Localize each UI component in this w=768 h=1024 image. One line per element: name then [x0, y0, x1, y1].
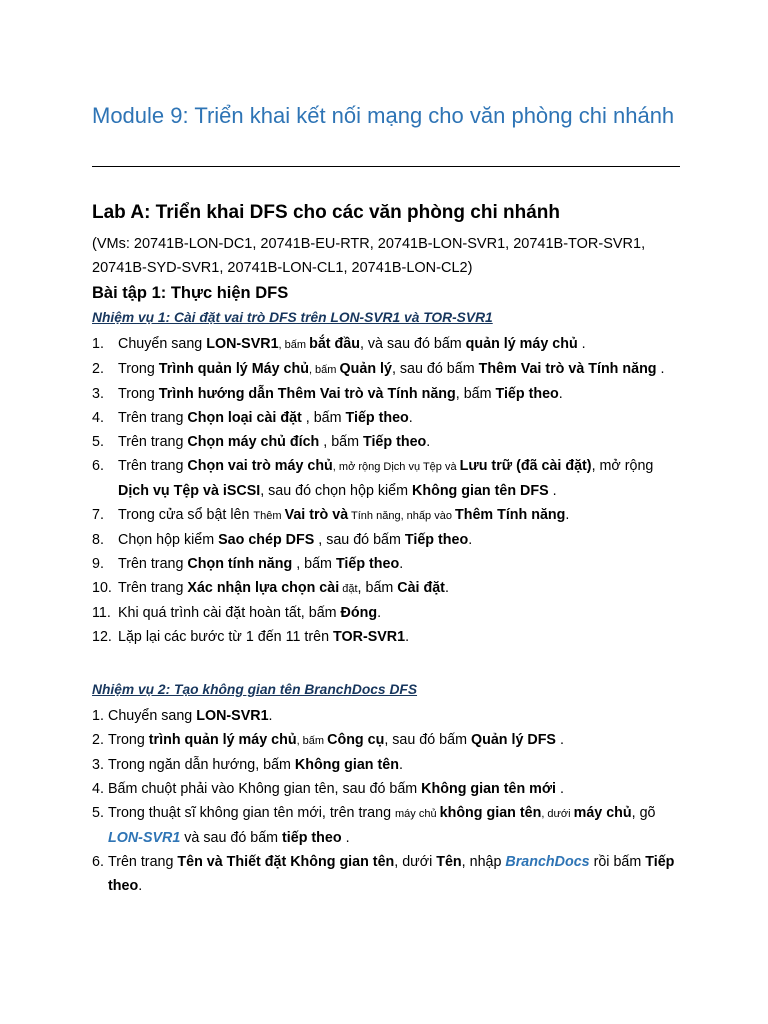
step-text: , sau đó chọn hộp kiểm [260, 483, 413, 499]
step-text: Chuyển sang [108, 708, 197, 724]
step-text: Chọn tính năng [187, 556, 293, 572]
step-number: 3. [92, 386, 104, 402]
vm-list: (VMs: 20741B-LON-DC1, 20741B-EU-RTR, 20741B-LON-SVR1, 20741B-TOR-SVR1, 20741B-SYD-SVR1, 20741B-LON-CL1, 20741B-LON-CL2) [92, 236, 646, 276]
step-text: Công cụ [327, 732, 385, 748]
step-number: 10. [92, 580, 112, 596]
step-text: . [577, 336, 586, 352]
step-text: Chọn máy chủ đích [187, 434, 320, 450]
step-text: tiếp theo [282, 830, 342, 846]
step-text: Chuyển sang [118, 336, 207, 352]
step-text: quản lý máy chủ [465, 336, 578, 352]
step-text: . [656, 361, 665, 377]
list-item [92, 528, 682, 552]
step-text: , bấm [301, 410, 346, 426]
step-text: Trên trang [118, 556, 188, 572]
list-item [92, 728, 682, 753]
step-text: , dưới [541, 808, 574, 820]
step-number: 7. [92, 507, 104, 523]
step-number: 1. [92, 708, 104, 724]
step-text: , nhập [461, 854, 506, 870]
task-2-steps [92, 704, 682, 898]
step-text: Chọn loại cài đặt [187, 410, 302, 426]
step-text: Lặp lại các bước từ 1 đến 11 trên [118, 629, 334, 645]
step-text: , bấm [308, 364, 340, 376]
step-text: Không gian tên mới [421, 781, 557, 797]
step-text: Xác nhận lựa chọn cài [187, 580, 340, 596]
step-number: 4. [92, 781, 104, 797]
list-item [92, 625, 682, 649]
step-text: Chọn hộp kiểm [118, 532, 219, 548]
step-text: . [548, 483, 557, 499]
step-text: . [138, 878, 143, 894]
list-item [92, 850, 682, 898]
step-text: , mở rộng [591, 458, 654, 474]
step-text: đặt [339, 583, 358, 595]
step-number: 2. [92, 732, 104, 748]
step-number: 4. [92, 410, 104, 426]
step-text: Trong thuật sĩ không gian tên mới, trên trang [108, 805, 395, 821]
step-text: Tiếp theo [495, 386, 559, 402]
step-text: LON-SVR1 [206, 336, 279, 352]
list-item [92, 503, 682, 528]
step-number: 12. [92, 629, 112, 645]
step-text: Khi quá trình cài đặt hoàn tất, bấm [118, 605, 341, 621]
step-text: . [408, 410, 413, 426]
step-text: Quản lý DFS [470, 732, 556, 748]
step-text: Sao chép DFS [218, 532, 315, 548]
step-text: Trình hướng dẫn Thêm Vai trò và Tính năng [158, 386, 456, 402]
step-text: Tiếp theo [335, 556, 400, 572]
step-text: BranchDocs [505, 854, 590, 870]
step-text: Cài đặt [397, 580, 445, 596]
step-text: Bấm chuột phải vào Không gian tên, sau đó bấm [108, 781, 422, 797]
list-item [92, 454, 682, 503]
step-text: . [341, 830, 350, 846]
step-text: . [426, 434, 431, 450]
step-text: Tên và Thiết đặt Không gian tên [177, 854, 395, 870]
list-item [92, 430, 682, 454]
step-text: Thêm Tính năng [455, 507, 566, 523]
step-text: , bấm [319, 434, 363, 450]
step-text: và sau đó bấm [180, 830, 283, 846]
step-number: 5. [92, 434, 104, 450]
step-text: . [444, 580, 449, 596]
module-title: Module 9: Triển khai kết nối mạng cho văn phòng chi nhánh [92, 103, 675, 128]
step-number: 5. [92, 805, 104, 821]
step-text: máy chủ [395, 808, 440, 820]
list-item [92, 406, 682, 430]
step-text: Trên trang [118, 434, 188, 450]
step-text: TOR-SVR1 [333, 629, 406, 645]
step-text: . [558, 386, 563, 402]
task-1-steps [92, 332, 682, 649]
step-text: , dưới [394, 854, 437, 870]
step-text: không gian tên [439, 805, 542, 821]
step-text: Quản lý [339, 361, 392, 377]
step-text: Tên [436, 854, 462, 870]
step-text: Dịch vụ Tệp và iSCSI [118, 483, 261, 499]
step-text: , bấm [357, 580, 398, 596]
list-item [92, 704, 682, 728]
step-text: , bấm [455, 386, 496, 402]
step-text: . [556, 781, 564, 797]
step-text: Trên trang [118, 410, 188, 426]
step-text: Thêm [253, 510, 285, 522]
step-text: . [268, 708, 273, 724]
step-number: 1. [92, 336, 104, 352]
title-underline [92, 166, 680, 167]
step-text: Trên trang [118, 580, 188, 596]
step-text: , sau đó bấm [384, 732, 471, 748]
step-number: 6. [92, 458, 104, 474]
task-1-title: Nhiệm vụ 1: Cài đặt vai trò DFS trên LON-SVR1 và TOR-SVR1 [92, 310, 493, 325]
step-text: Trong cửa sổ bật lên [118, 507, 254, 523]
step-text: Không gian tên [294, 757, 399, 773]
step-text: Trong [108, 732, 149, 748]
step-text: Tiếp theo [108, 854, 675, 894]
list-item [92, 777, 682, 801]
step-text: LON-SVR1 [108, 830, 181, 846]
step-text: Tiếp theo [404, 532, 469, 548]
step-text: , bấm [296, 735, 328, 747]
list-item [92, 753, 682, 777]
step-text: rồi bấm [589, 854, 646, 870]
lab-title: Lab A: Triển khai DFS cho các văn phòng chi nhánh [92, 202, 561, 223]
step-text: Thêm Vai trò và Tính năng [478, 361, 657, 377]
step-text: . [399, 556, 404, 572]
step-text: LON-SVR1 [196, 708, 269, 724]
task-2-title: Nhiệm vụ 2: Tạo không gian tên BranchDocs DFS [92, 682, 418, 697]
step-text: , bấm [278, 339, 310, 351]
step-text: Trong ngăn dẫn hướng, bấm [108, 757, 295, 773]
step-text: Lưu trữ (đã cài đặt) [459, 458, 592, 474]
list-item [92, 801, 682, 850]
step-text: Tính năng, nhấp vào [348, 510, 455, 522]
step-number: 8. [92, 532, 104, 548]
step-number: 2. [92, 361, 104, 377]
step-text: . [468, 532, 473, 548]
list-item [92, 601, 682, 625]
step-text: Không gian tên DFS [412, 483, 549, 499]
step-text: Đóng [340, 605, 378, 621]
step-text: Tiếp theo [362, 434, 427, 450]
step-text: . [398, 757, 403, 773]
step-text: , gõ [631, 805, 656, 821]
list-item [92, 332, 682, 357]
step-text: . [565, 507, 570, 523]
exercise-title: Bài tập 1: Thực hiện DFS [92, 284, 289, 302]
step-text: Trên trang [108, 854, 178, 870]
list-item [92, 357, 682, 382]
step-text: Chọn vai trò máy chủ [187, 458, 333, 474]
step-number: 3. [92, 757, 104, 773]
step-text: , mở rộng Dịch vụ Tệp và [332, 461, 460, 473]
step-number: 6. [92, 854, 104, 870]
step-text: , bấm [292, 556, 336, 572]
list-item [92, 576, 682, 601]
step-text: Trong [118, 361, 159, 377]
step-text: bắt đầu [309, 336, 360, 352]
list-item [92, 382, 682, 406]
step-text: Trong [118, 386, 159, 402]
step-text: , sau đó bấm [391, 361, 479, 377]
step-number: 9. [92, 556, 104, 572]
step-text: Trên trang [118, 458, 188, 474]
list-item [92, 552, 682, 576]
step-number: 11. [92, 605, 111, 621]
step-text: Trình quản lý Máy chủ [158, 361, 309, 377]
step-text: , sau đó bấm [314, 532, 405, 548]
step-text: . [555, 732, 564, 748]
step-text: trình quản lý máy chủ [148, 732, 297, 748]
step-text: máy chủ [573, 805, 632, 821]
step-text: Tiếp theo [345, 410, 409, 426]
step-text: . [405, 629, 410, 645]
step-text: . [377, 605, 382, 621]
step-text: Vai trò và [284, 507, 349, 523]
step-text: , và sau đó bấm [359, 336, 466, 352]
